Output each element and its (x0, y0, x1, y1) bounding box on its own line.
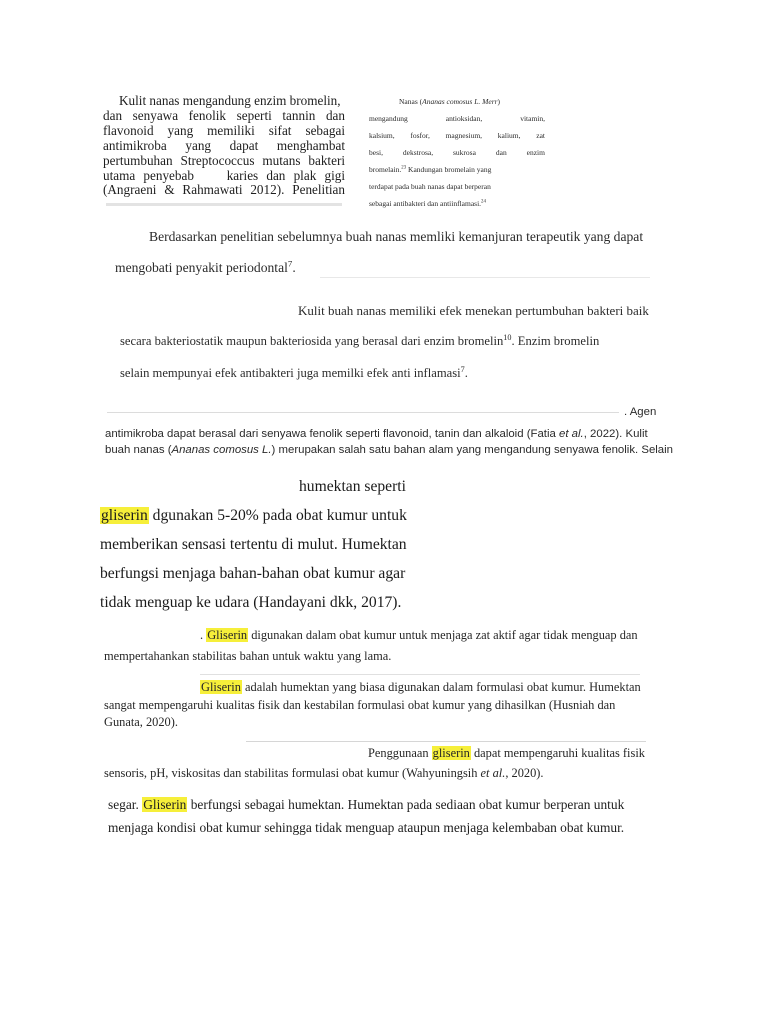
text-line: memberikan sensasi tertentu di mulut. Humektan (100, 536, 407, 553)
text-line: sebagai antibakteri dan antiinflamasi.$^{24}$ (369, 199, 486, 208)
text-line: Kulit buah nanas memiliki efek menekan pertumbuhan bakteri baik (298, 303, 649, 318)
highlighted-word: gliserin (432, 746, 470, 760)
text-line: bromelain.$^{23}$ Kandungan bromelain yang (369, 165, 492, 174)
cut-off-line (200, 674, 640, 675)
text-line: mengobati penyakit periodontal$^7$. (115, 258, 296, 275)
text-line: (Angraeni & Rahmawati 2012). Penelitian (103, 182, 345, 198)
text-line: besi, dekstrosa, sukrosa dan enzim (369, 148, 545, 157)
text-line: Berdasarkan penelitian sebelumnya buah nanas memliki kemanjuran terapeutik yang dapat (149, 229, 644, 244)
highlighted-word: gliserin (101, 507, 148, 524)
text-line: antimikroba yang dapat menghambat (103, 137, 345, 153)
text-line: kalsium, fosfor, magnesium, kalium, zat (369, 131, 545, 140)
text-line: mempertahankan stabilitas bahan untuk waktu yang lama. (104, 649, 392, 663)
text-line: Gliserin adalah humektan yang biasa digunakan dalam formulasi obat kumur. Humektan (201, 680, 641, 694)
text-line: . Agen (624, 406, 657, 418)
text-line: humektan seperti (299, 478, 406, 495)
text-line: Nanas (Ananas comosus L. Merr) (399, 97, 501, 106)
highlighted-word: Gliserin (201, 680, 241, 694)
text-line: sensoris, pH, viskositas dan stabilitas formulasi obat kumur (Wahyuningsih et al., 2020). (104, 766, 544, 780)
text-line: Kulit nanas mengandung enzim bromelin, (119, 93, 341, 108)
text-line: flavonoid yang memiliki sifat sebagai (103, 122, 345, 138)
text-line: Penggunaan gliserin dapat mempengaruhi kualitas fisik (368, 746, 645, 760)
text-line: pertumbuhan Streptococcus mutans bakteri (103, 152, 345, 168)
snippet-kulit-nanas (103, 94, 345, 198)
text-line: selain mempunyai efek antibakteri juga memilki efek anti inflamasi$^7$. (120, 364, 468, 380)
snippet-nanas (369, 93, 545, 212)
text-line: dan senyawa fenolik seperti tannin dan (103, 107, 345, 123)
text-line: segar. Gliserin berfungsi sebagai humektan. Humektan pada sediaan obat kumur berperan untuk (108, 797, 625, 812)
text-line: utama penyebab karies dan plak gigi (103, 167, 345, 183)
text-line: sangat mempengaruhi kualitas fisik dan kestabilan formulasi obat kumur yang dihasilkan (Husniah dan (104, 698, 616, 712)
cut-off-line (106, 203, 342, 206)
text-line: . Gliserin digunakan dalam obat kumur untuk menjaga zat aktif agar tidak menguap dan (200, 628, 638, 642)
text-line: menjaga kondisi obat kumur sehingga tidak menguap ataupun menjaga kelembaban obat kumur. (108, 820, 625, 835)
text-line: tidak menguap ke udara (Handayani dkk, 2017). (100, 594, 402, 611)
cut-off-line (320, 277, 650, 278)
text-line: Gunata, 2020). (104, 715, 178, 729)
text-line: secara bakteriostatik maupun bakteriosida yang berasal dari enzim bromelin$^{10}$. Enzim bromelin (120, 332, 600, 348)
text-line: terdapat pada buah nanas dapat berperan (369, 182, 491, 191)
highlighted-word: Gliserin (207, 628, 248, 642)
text-line: berfungsi menjaga bahan-bahan obat kumur agar (100, 565, 406, 582)
cut-off-line (246, 741, 646, 742)
highlighted-word: Gliserin (143, 797, 187, 812)
text-line: gliserin dgunakan 5-20% pada obat kumur untuk (101, 507, 407, 524)
text-line: mengandung antioksidan, vitamin, (369, 114, 545, 123)
text-line: buah nanas (Ananas comosus L.) merupakan salah satu bahan alam yang mengandung senyawa fenolik. Selain (105, 444, 674, 456)
cut-off-line (107, 412, 619, 413)
text-line: antimikroba dapat berasal dari senyawa fenolik seperti flavonoid, tanin dan alkaloid (Fatia et al., 2022). Kulit (105, 428, 648, 440)
